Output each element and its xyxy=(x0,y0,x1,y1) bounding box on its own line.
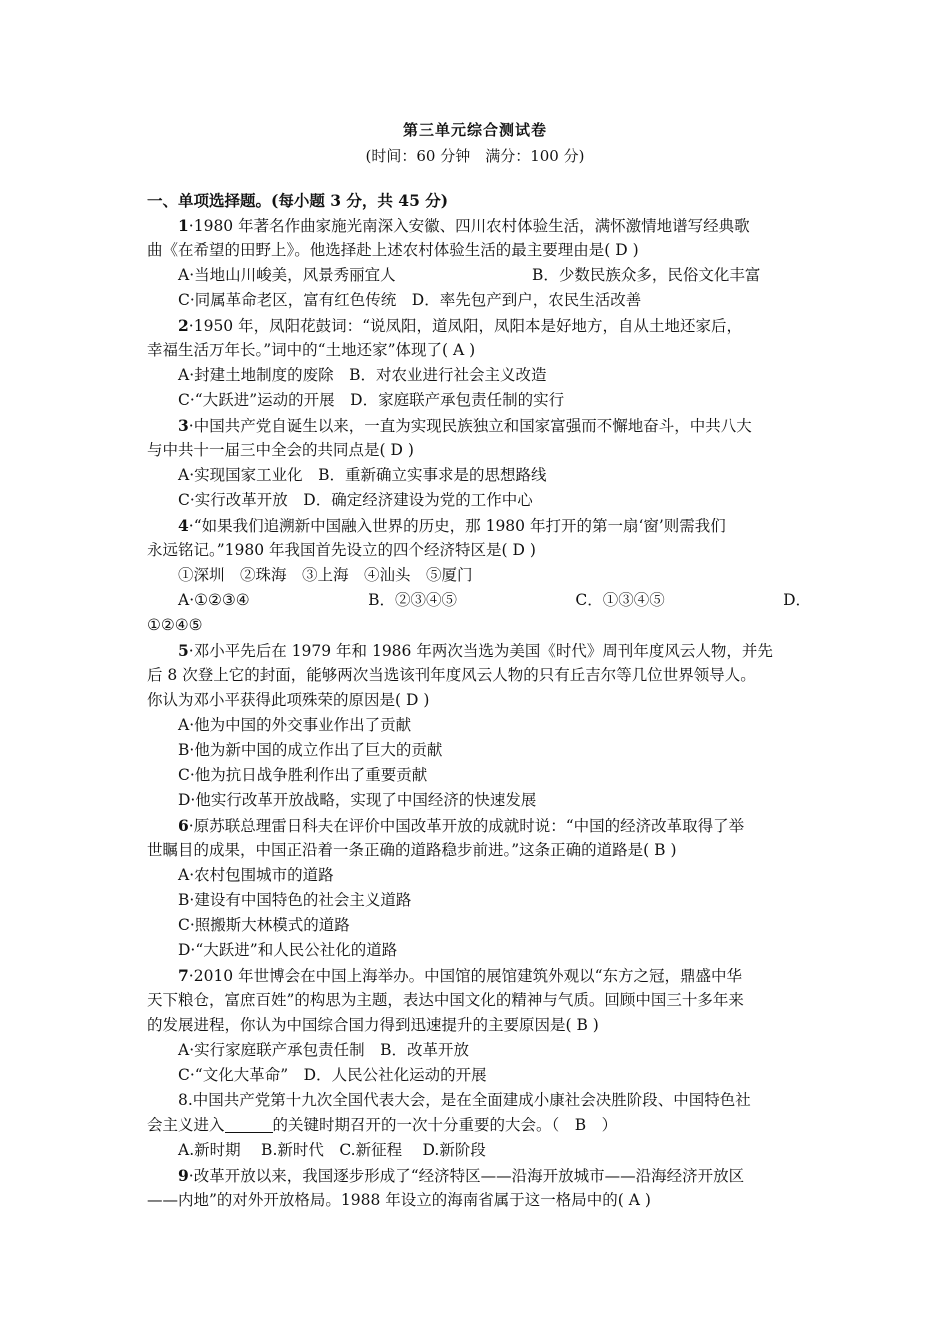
question-text: 曲《在希望的田野上》。他选择赴上述农村体验生活的最主要理由是( D ) xyxy=(147,241,639,259)
question-text: ·2010 年世博会在中国上海举办。中国馆的展馆建筑外观以“东方之冠，鼎盛中华 xyxy=(188,967,743,985)
question-7 xyxy=(147,963,811,988)
question-text: 天下粮仓，富庶百姓”的构思为主题，表达中国文化的精神与气质。回顾中国三十多年来 xyxy=(147,991,744,1009)
option-d: D·“大跃进”和人民公社化的道路 xyxy=(178,941,398,959)
option-d: D． xyxy=(783,591,811,609)
question-number: 1 xyxy=(178,216,189,235)
question-text: ·改革开放以来，我国逐步形成了“经济特区——沿海开放城市——沿海经济开放区 xyxy=(188,1167,745,1185)
question-text: 幸福生活万年长。”词中的“土地还家”体现了( A ) xyxy=(147,341,476,359)
option-line: A·实现国家工业化 B．重新确立实事求是的思想路线 xyxy=(178,466,547,484)
question-number: 7 xyxy=(178,966,189,985)
question-text: 后 8 次登上它的封面，能够两次当选该刊年度风云人物的只有丘吉尔等几位世界领导人。 xyxy=(147,666,756,684)
option-b: B·建设有中国特色的社会主义道路 xyxy=(178,891,412,909)
question-5 xyxy=(147,638,811,663)
option-line: C·同属革命老区，富有红色传统 D．率先包产到户，农民生活改善 xyxy=(178,291,642,309)
option-a: A·农村包围城市的道路 xyxy=(178,866,334,884)
fill-blank xyxy=(225,1116,273,1133)
question-3 xyxy=(147,413,811,438)
page-title: 第三单元综合测试卷 xyxy=(402,121,547,139)
question-text: ·中国共产党自诞生以来，一直为实现民族独立和国家富强而不懈地奋斗，中共八大 xyxy=(188,417,752,435)
option-line: C·实行改革开放 D．确定经济建设为党的工作中心 xyxy=(178,491,533,509)
option-line: C·“大跃进”运动的开展 D．家庭联产承包责任制的实行 xyxy=(178,391,565,409)
question-text: 世瞩目的成果，中国正沿着一条正确的道路稳步前进。”这条正确的道路是( B ) xyxy=(147,841,677,859)
question-number: 4 xyxy=(178,516,189,535)
question-text: ·1950 年，凤阳花鼓词：“说凤阳，道凤阳，凤阳本是好地方，自从土地还家后， xyxy=(188,317,743,335)
question-4 xyxy=(147,513,811,538)
question-6 xyxy=(147,813,811,838)
question-text: 的发展进程，你认为中国综合国力得到迅速提升的主要原因是( B ) xyxy=(147,1016,599,1034)
option-a: A·当地山川峻美，风景秀丽宜人 xyxy=(178,266,396,284)
question-number: 3 xyxy=(178,416,189,435)
option-b: B．少数民族众多，民俗文化丰富 xyxy=(532,266,761,284)
question-1-options-ab xyxy=(147,263,811,288)
option-a: A·①②③④ xyxy=(178,591,250,609)
question-number: 2 xyxy=(178,316,189,335)
question-number: 6 xyxy=(178,816,189,835)
question-number: 9 xyxy=(178,1166,189,1185)
question-text: ·原苏联总理雷日科夫在评价中国改革开放的成就时说：“中国的经济改革取得了举 xyxy=(188,817,745,835)
question-text: 你认为邓小平获得此项殊荣的原因是( D ) xyxy=(147,691,430,709)
question-text: ·“如果我们追溯新中国融入世界的历史，那 1980 年打开的第一扇‘窗’则需我们 xyxy=(188,517,726,535)
option-b: B．②③④⑤ xyxy=(368,591,457,609)
question-text xyxy=(147,1113,811,1138)
option-d: D·他实行改革开放战略，实现了中国经济的快速发展 xyxy=(178,791,537,809)
option-a: A·他为中国的外交事业作出了贡献 xyxy=(178,716,412,734)
question-text: ·邓小平先后在 1979 年和 1986 年两次当选为美国《时代》周刊年度风云人物，并先 xyxy=(188,642,773,660)
question-text: 与中共十一届三中全会的共同点是( D ) xyxy=(147,441,414,459)
option-line: A·封建土地制度的废除 B．对农业进行社会主义改造 xyxy=(178,366,547,384)
option-c: C．①③④⑤ xyxy=(575,591,665,609)
question-text: ——内地”的对外开放格局。1988 年设立的海南省属于这一格局中的( A ) xyxy=(147,1191,651,1209)
question-number: 5 xyxy=(178,641,189,660)
option-d-continued: ①②④⑤ xyxy=(147,616,203,634)
question-2 xyxy=(147,313,811,338)
question-text: ·1980 年著名作曲家施光南深入安徽、四川农村体验生活，满怀激情地谱写经典歌 xyxy=(188,217,750,235)
section-heading: 一、单项选择题。(每小题 3 分，共 45 分) xyxy=(147,191,449,210)
option-line: C·“文化大革命” D．人民公社化运动的开展 xyxy=(178,1066,487,1084)
option-c: C·照搬斯大林模式的道路 xyxy=(178,916,350,934)
option-line: A·实行家庭联产承包责任制 B．改革开放 xyxy=(178,1041,470,1059)
question-1 xyxy=(147,213,811,238)
question-text: 永远铭记。”1980 年我国首先设立的四个经济特区是( D ) xyxy=(147,541,536,559)
question-list xyxy=(147,188,811,1213)
question-8: 8.中国共产党第十九次全国代表大会，是在全面建成小康社会决胜阶段、中国特色社 xyxy=(178,1091,751,1109)
question-4-options xyxy=(147,588,811,613)
question-text-part: 的关键时期召开的一次十分重要的大会。（ B ） xyxy=(272,1116,618,1134)
option-b: B·他为新中国的成立作出了巨大的贡献 xyxy=(178,741,443,759)
choice-items: ①深圳 ②珠海 ③上海 ④汕头 ⑤厦门 xyxy=(178,566,473,584)
option-line: A.新时期 B.新时代 C.新征程 D.新阶段 xyxy=(178,1141,486,1159)
question-text-part: 会主义进入 xyxy=(147,1116,225,1134)
option-c: C·他为抗日战争胜利作出了重要贡献 xyxy=(178,766,428,784)
question-9 xyxy=(147,1163,811,1188)
exam-time-score: (时间：60 分钟 满分：100 分) xyxy=(365,147,585,165)
